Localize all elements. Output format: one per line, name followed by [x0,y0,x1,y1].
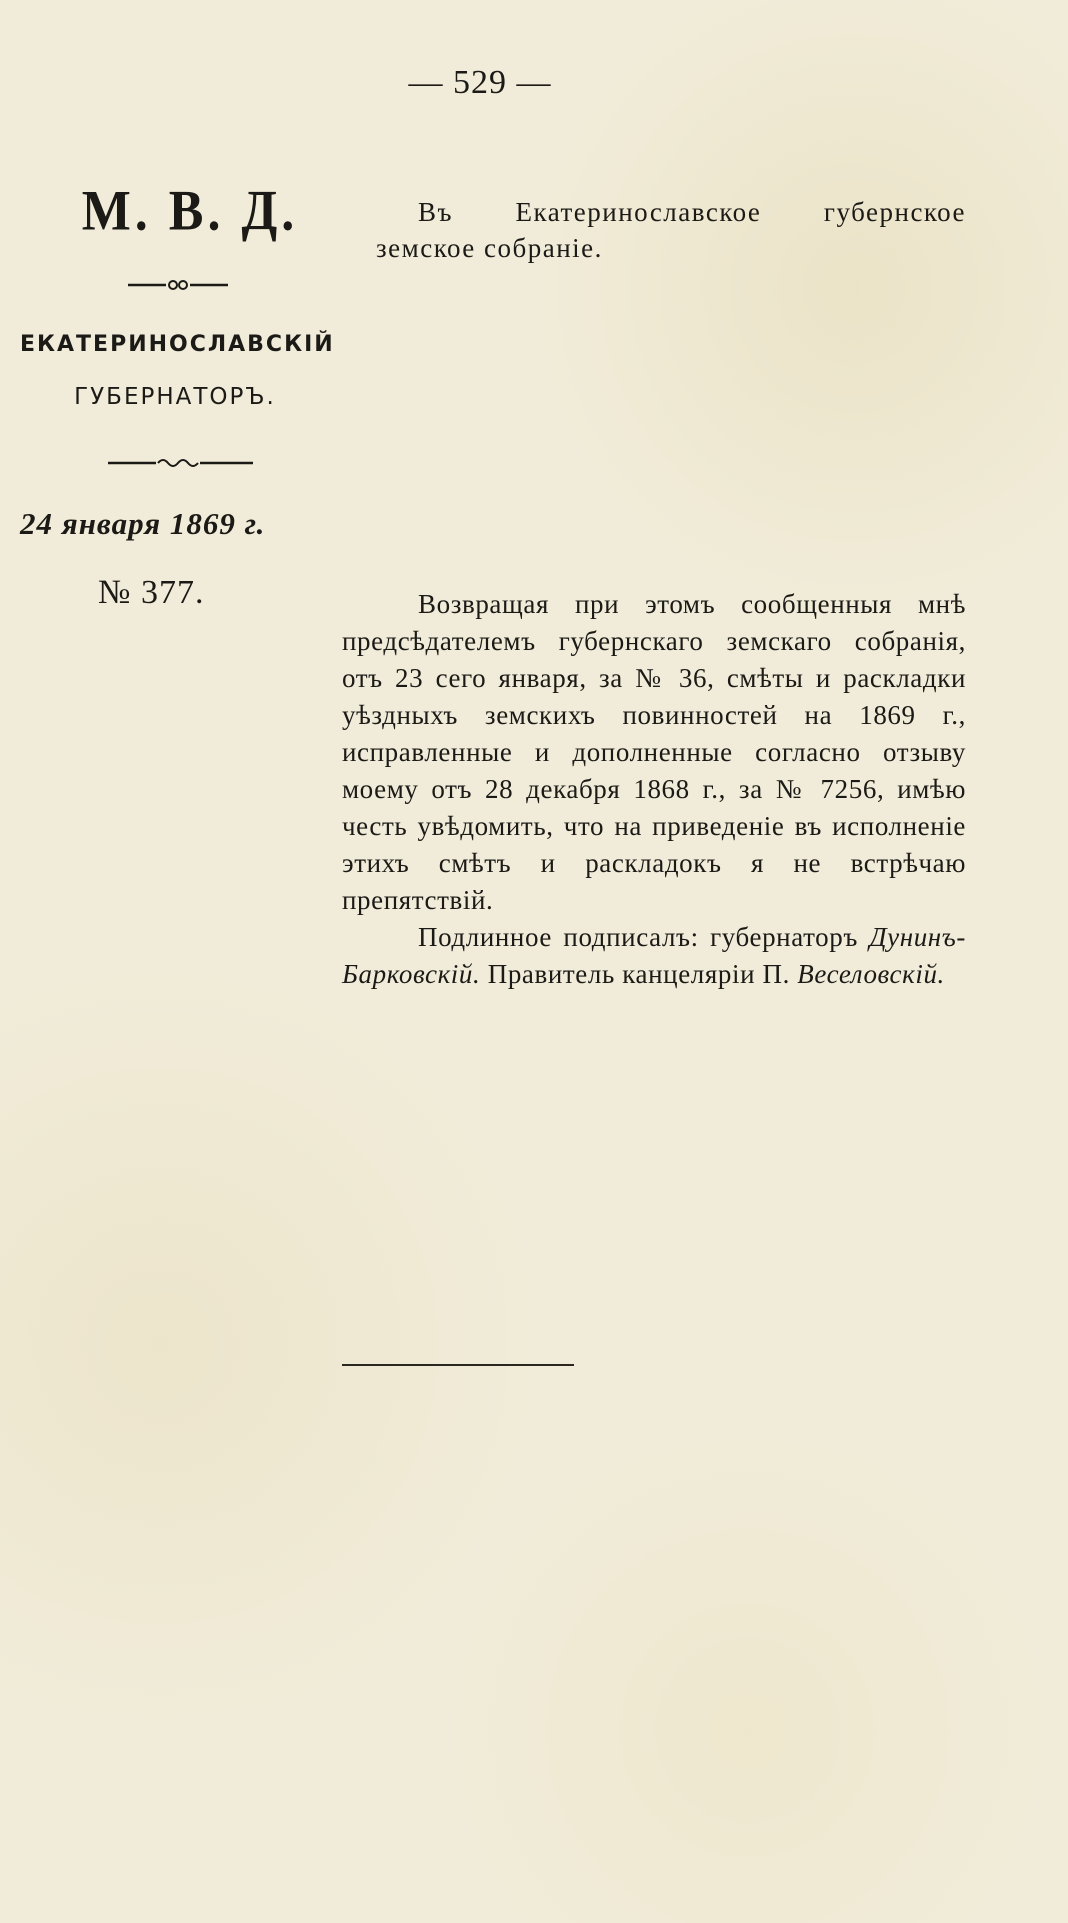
page-number: — 529 — [408,64,552,101]
secretary-prefix: Правитель канцеляріи П. [487,959,790,989]
signature-prefix: Подлинное подписалъ: губернаторъ [418,922,858,952]
ministry-heading: М. В. Д. [81,180,299,243]
letter-body [342,586,966,993]
addressee [376,194,966,266]
addressee-line: земское собраніе. [376,233,603,263]
ornament-divider [128,278,228,292]
document-number: № 377. [98,574,205,611]
addressee-line: Въ Екатеринославское губернское [418,197,966,227]
secretary-name: Веселовскій. [797,959,945,989]
ornament-divider [108,456,253,470]
signature-paragraph [342,919,966,993]
office-title: ЕКАТЕРИНОСЛАВСКІЙ [20,332,335,357]
office-subtitle: ГУБЕРНАТОРЪ. [74,384,276,410]
governor-name: Дунинъ-Барковскій. [342,922,967,989]
footer-rule [342,1364,574,1366]
body-paragraph: Возвращая при этомъ сообщенныя мнѣ предсѣдателемъ губернскаго земскаго собранія, отъ 23 сего января, за № 36, смѣты и раскладки уѣздныхъ земскихъ повинностей на 1869 г., исправленные и дополненные согласно отзыву моему отъ 28 декабря 1868 г., за № 7256, имѣю честь увѣдомить, что на приведеніе въ исполненіе этихъ смѣтъ и раскладокъ я не встрѣчаю препятствій. [342,589,966,915]
document-date: 24 января 1869 г. [20,506,266,541]
